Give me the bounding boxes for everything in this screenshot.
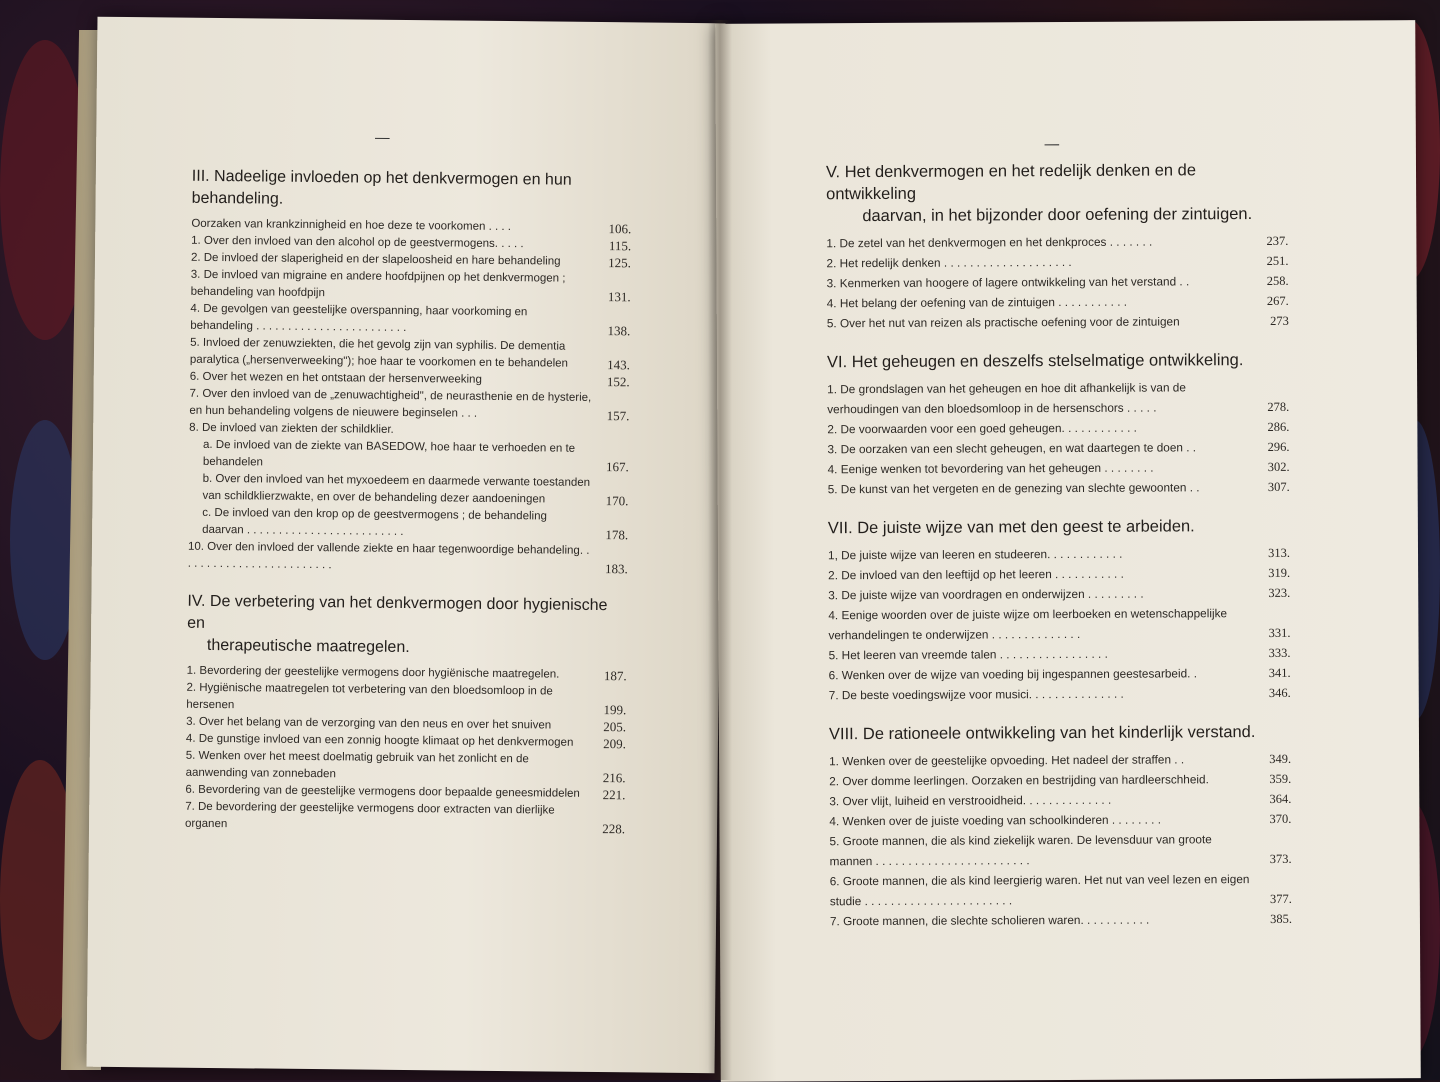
- section-title: [828, 515, 1290, 539]
- toc-entry: [189, 386, 629, 425]
- right-page: [715, 20, 1421, 1082]
- toc-entry-page: 370.: [1255, 809, 1291, 829]
- toc-entry-page: 237.: [1252, 231, 1288, 251]
- toc-entry-text: 1. Over den invloed van den alcohol op de geestvermogens. . . . .: [191, 233, 593, 254]
- section-title: [191, 166, 631, 215]
- section-title: [827, 349, 1289, 373]
- toc-entry: [190, 301, 630, 340]
- toc-entry-page: 209.: [588, 735, 626, 752]
- toc-entry-page: 341.: [1255, 663, 1291, 683]
- toc-entry-text: 1. De grondslagen van het geheugen en hoe dit afhankelijk is van de verhoudingen van den bloedsomloop in de hersenschors . . . . .: [827, 377, 1253, 419]
- toc-entry-text: 2. Over domme leerlingen. Oorzaken en bestrijding van hardleerschheid.: [829, 769, 1255, 791]
- toc-entry-page: 228.: [587, 820, 625, 837]
- section-title-line: VII. De juiste wijze van met den geest te arbeiden.: [828, 517, 1195, 537]
- left-page-contents: [185, 166, 632, 856]
- toc-entry-text: Oorzaken van krankzinnigheid en hoe deze te voorkomen . . . .: [191, 216, 593, 237]
- toc-entry-text: 4. De gevolgen van geestelijke overspanning, haar voorkoming en behandeling . . . . . . . . . . . . . . . . . . . . . . . .: [190, 301, 592, 339]
- toc-entry-text: 3. Kenmerken van hoogere of lagere ontwikkeling van het verstand . .: [827, 271, 1253, 293]
- toc-entry-page: 199.: [588, 701, 626, 718]
- toc-entry-page: 138.: [592, 322, 630, 339]
- toc-entry-page: 170.: [590, 492, 628, 509]
- toc-entry-page: 278.: [1253, 397, 1289, 417]
- toc-entry: [191, 267, 631, 306]
- toc-entry-text: 5. Invloed der zenuwziekten, die het gevolg zijn van syphilis. De dementia paralytica („hersenverweeking"); hoe haar te voorkomen en te behandelen: [190, 335, 592, 373]
- toc-entry-text: 4. Wenken over de juiste voeding van schoolkinderen . . . . . . . .: [829, 809, 1255, 831]
- toc-entry: [188, 505, 628, 544]
- toc-entry: [190, 335, 630, 374]
- toc-entry-page: 178.: [590, 526, 628, 543]
- section-title-line: daarvan, in het bijzonder door oefening der zintuigen.: [826, 203, 1288, 227]
- toc-entry-page: 205.: [588, 718, 626, 735]
- toc-section-vi: [827, 349, 1290, 499]
- toc-entry-page: 267.: [1253, 291, 1289, 311]
- right-page-contents: [826, 159, 1292, 949]
- toc-section-viii: [829, 721, 1292, 931]
- toc-entry-text: 1. De zetel van het denkvermogen en het denkproces . . . . . . .: [826, 231, 1252, 253]
- toc-entry-page: 167.: [591, 458, 629, 475]
- toc-entry-text: 1. Wenken over de geestelijke opvoeding. Het nadeel der straffen . .: [829, 749, 1255, 771]
- section-title-line: VI. Het geheugen en deszelfs stelselmatige ontwikkeling.: [827, 351, 1244, 371]
- toc-entry-text: 7. Over den invloed van de „zenuwachtigheid", de neurasthenie en de hysterie, en hun behandeling volgens de nieuwere beginselen . . .: [189, 386, 591, 424]
- section-title-line: V. Het denkvermogen en het redelijk denken en de ontwikkeling: [826, 161, 1196, 203]
- toc-entry: [829, 663, 1291, 685]
- toc-entry-page: 152.: [592, 373, 630, 390]
- section-title-line: therapeutische maatregelen.: [187, 635, 627, 662]
- toc-entry-text: b. Over den invloed van het myxoedeem en daarmede verwante toestanden van schildklierzwakte, en over de behandeling dezer aandoeningen: [202, 471, 590, 509]
- toc-entry-text: 3. Over het belang van de verzorging van den neus en over het snuiven: [186, 714, 588, 735]
- toc-entry: [826, 251, 1288, 273]
- toc-entry-page: 115.: [593, 237, 631, 254]
- toc-entry-text: 4. Het belang der oefening van de zintuigen . . . . . . . . . . .: [827, 291, 1253, 313]
- toc-entry: [827, 291, 1289, 313]
- toc-entry-page: 377.: [1256, 889, 1292, 909]
- page-mark: —: [1044, 134, 1060, 153]
- toc-entry: [189, 437, 629, 476]
- toc-entry-page: 106.: [593, 220, 631, 237]
- toc-entry-page: 373.: [1256, 849, 1292, 869]
- toc-entry-page: 143.: [592, 356, 630, 373]
- toc-entry: [186, 680, 626, 719]
- toc-entry: [830, 909, 1292, 931]
- toc-entry-text: 4. De gunstige invloed van een zonnig hoogte klimaat op het denkvermogen: [186, 731, 588, 752]
- toc-entry: [827, 437, 1289, 459]
- toc-entry: [827, 311, 1289, 333]
- section-title-line: IV. De verbetering van het denkvermogen door hygienische en: [187, 593, 608, 632]
- toc-entry-text: 1. Bevordering der geestelijke vermogens door hygiënische maatregelen.: [187, 663, 589, 684]
- toc-entry: [828, 643, 1290, 665]
- toc-entry-text: 6. Over het wezen en het ontstaan der hersenverweeking: [190, 369, 592, 390]
- section-title: [829, 721, 1291, 745]
- toc-entry-text: 3. De invloed van migraine en andere hoofdpijnen op het denkvermogen ; behandeling van hoofdpijn: [191, 267, 593, 305]
- toc-entry-text: 5. Het leeren van vreemde talen . . . . . . . . . . . . . . . . .: [828, 643, 1254, 665]
- toc-entry: [188, 471, 628, 510]
- toc-entry-text: 6. Wenken over de wijze van voeding bij ingespannen geestesarbeid. .: [829, 663, 1255, 685]
- toc-entry-page: 251.: [1252, 251, 1288, 271]
- toc-entry-page: 319.: [1254, 563, 1290, 583]
- toc-entry-text: 2. De voorwaarden voor een goed geheugen. . . . . . . . . . . .: [827, 417, 1253, 439]
- toc-entry-page: 221.: [587, 786, 625, 803]
- toc-entry-text: 5. De kunst van het vergeten en de genezing van slechte gewoonten . .: [828, 477, 1254, 499]
- toc-entry: [829, 809, 1291, 831]
- toc-entry-text: a. De invloed van de ziekte van BASEDOW, hoe haar te verhoeden en te behandelen: [203, 437, 591, 475]
- left-page: [87, 17, 726, 1074]
- toc-entry: [185, 799, 625, 838]
- toc-entry: [186, 748, 626, 787]
- toc-entry-page: 323.: [1254, 583, 1290, 603]
- toc-entry: [828, 457, 1290, 479]
- toc-entry-text: 3. De juiste wijze van voordragen en onderwijzen . . . . . . . . .: [828, 583, 1254, 605]
- toc-entry-text: 8. De invloed van ziekten der schildklier.: [189, 420, 591, 441]
- section-title: [826, 159, 1288, 227]
- toc-entry: [829, 749, 1291, 771]
- toc-entry-text: 2. Hygiënische maatregelen tot verbetering van den bloedsomloop in de hersenen: [186, 680, 588, 718]
- toc-section-iii: [188, 166, 632, 578]
- toc-entry: [828, 477, 1290, 499]
- toc-entry: [826, 231, 1288, 253]
- toc-entry-text: 10. Over den invloed der vallende ziekte en haar tegenwoordige behandeling. . . . . . . . . . . . . . . . . . . . . . . . .: [188, 539, 590, 577]
- toc-entry: [829, 829, 1291, 871]
- toc-entry: [829, 769, 1291, 791]
- toc-entry-text: 7. De beste voedingswijze voor musici. . . . . . . . . . . . . . .: [829, 683, 1255, 705]
- toc-entry-text: 3. De oorzaken van een slecht geheugen, en wat daartegen te doen . .: [827, 437, 1253, 459]
- toc-entry-page: 385.: [1256, 909, 1292, 929]
- toc-entry-page: 313.: [1254, 543, 1290, 563]
- toc-entry: [830, 869, 1292, 911]
- toc-entry-text: 4. Eenige woorden over de juiste wijze om leerboeken en wetenschappelijke verhandelingen te onderwijzen . . . . . . . . . . . . . .: [828, 603, 1254, 645]
- toc-entry: [829, 683, 1291, 705]
- toc-entry-page: 364.: [1255, 789, 1291, 809]
- toc-entry: [827, 417, 1289, 439]
- toc-entry-page: 302.: [1254, 457, 1290, 477]
- toc-entry-page: 349.: [1255, 749, 1291, 769]
- toc-entry-page: 346.: [1255, 683, 1291, 703]
- toc-entry-page: 273: [1253, 311, 1289, 331]
- toc-entry-text: 6. Bevordering van de geestelijke vermogens door bepaalde geneesmiddelen: [185, 782, 587, 803]
- toc-entry-page: 307.: [1254, 477, 1290, 497]
- toc-entry-text: 6. Groote mannen, die als kind leergierig waren. Het nut van veel lezen en eigen studie . . . . . . . . . . . . . . . . . . . . . . .: [830, 869, 1256, 911]
- section-title-line: III. Nadeelige invloeden op het denkvermogen en hun behandeling.: [192, 168, 572, 208]
- toc-entry-page: 286.: [1253, 417, 1289, 437]
- toc-entry: [827, 271, 1289, 293]
- toc-entry: [828, 603, 1290, 645]
- toc-entry-text: 5. Over het nut van reizen als practische oefening voor de zintuigen: [827, 311, 1253, 333]
- toc-entry-page: 296.: [1253, 437, 1289, 457]
- section-title: [187, 591, 628, 662]
- section-title-line: VIII. De rationeele ontwikkeling van het kinderlijk verstand.: [829, 723, 1256, 743]
- toc-entry-text: 3. Over vlijt, luiheid en verstrooidheid. . . . . . . . . . . . . .: [829, 789, 1255, 811]
- toc-entry-page: 331.: [1254, 623, 1290, 643]
- toc-entry-page: 183.: [590, 560, 628, 577]
- toc-entry-text: c. De invloed van den krop op de geestvermogens ; de behandeling daarvan . . . . . . . . . . . . . . . . . . . . . . . . .: [202, 505, 590, 543]
- toc-entry: [829, 789, 1291, 811]
- page-mark: —: [374, 128, 390, 147]
- toc-entry-page: 359.: [1255, 769, 1291, 789]
- toc-entry: [827, 377, 1289, 419]
- toc-entry: [828, 583, 1290, 605]
- toc-section-iv: [185, 591, 628, 838]
- toc-section-v: [826, 159, 1289, 333]
- toc-section-vii: [828, 515, 1291, 705]
- toc-entry-page: 187.: [589, 667, 627, 684]
- toc-entry-text: 4. Eenige wenken tot bevordering van het geheugen . . . . . . . .: [828, 457, 1254, 479]
- toc-entry-text: 7. Groote mannen, die slechte scholieren waren. . . . . . . . . . .: [830, 909, 1256, 931]
- toc-entry: [188, 539, 628, 578]
- toc-entry-page: 333.: [1254, 643, 1290, 663]
- toc-entry: [828, 563, 1290, 585]
- toc-entry-text: 5. Groote mannen, die als kind ziekelijk waren. De levensduur van groote mannen . . . . . . . . . . . . . . . . . . . . . . . .: [829, 829, 1255, 871]
- toc-entry-text: 2. Het redelijk denken . . . . . . . . . . . . . . . . . . . .: [826, 251, 1252, 273]
- toc-entry-page: 216.: [587, 769, 625, 786]
- toc-entry-text: 2. De invloed der slaperigheid en der slapeloosheid en hare behandeling: [191, 250, 593, 271]
- toc-entry-page: 157.: [591, 407, 629, 424]
- toc-entry: [828, 543, 1290, 565]
- toc-entry-text: 5. Wenken over het meest doelmatig gebruik van het zonlicht en de aanwending van zonnebaden: [186, 748, 588, 786]
- toc-entry-text: 7. De bevordering der geestelijke vermogens door extracten van dierlijke organen: [185, 799, 587, 837]
- toc-entry-text: 2. De invloed van den leeftijd op het leeren . . . . . . . . . . .: [828, 563, 1254, 585]
- toc-entry-page: 258.: [1253, 271, 1289, 291]
- toc-entry-page: 131.: [593, 288, 631, 305]
- toc-entry-page: 125.: [593, 254, 631, 271]
- toc-entry-text: 1, De juiste wijze van leeren en studeeren. . . . . . . . . . . .: [828, 543, 1254, 565]
